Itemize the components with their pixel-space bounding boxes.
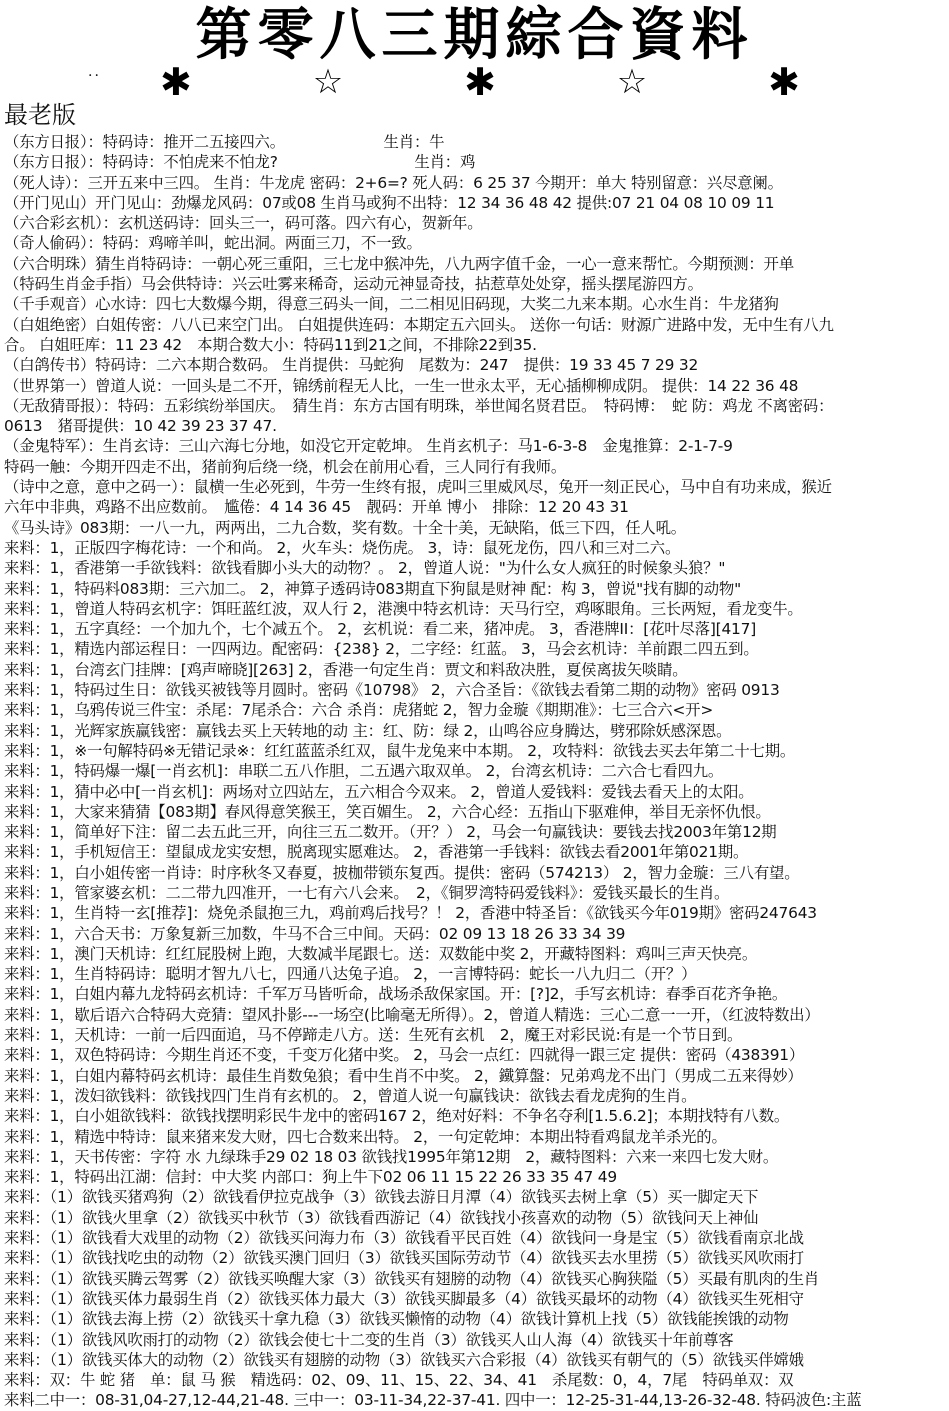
text-line: 来料：1，台湾玄门挂牌：[鸡声啼晓][263] 2，香港一句定生肖：贾文和料敌决胜，夏侯离拔矢啖睛。 [4, 660, 688, 679]
text-line: 来料：1，澳门天机诗：红红屁股树上跑，大数减半尾跟七。送：双数能中奖 2，开藏特图料：鸡叫三声天快亮。 [4, 944, 758, 963]
asterisk-star-icon: ✱ [160, 60, 192, 104]
text-line: 来料：1，六合天书：万象复新三加数，牛马不合三中间。天码：02 09 13 18 26 33 34 39 [4, 924, 626, 943]
text-line: 来料：1，生肖特一玄[推荐]：烧免杀鼠抱三九，鸡前鸡后找号？！ 2，香港中特圣旨：《欲钱买今年019期》密码247643 [4, 904, 817, 923]
text-line: （死人诗）：三开五来中三四。 生肖：牛龙虎 密码：2+6=? 死人码：6 25 37 今期开：单大 特别留意：兴尽意阑。 [4, 173, 783, 192]
text-line: 合。 白姐旺库：11 23 42 本期合数大小：特码11到21之间，不排除22到35. [4, 335, 537, 354]
text-line: （东方日报）：特码诗：推开二五接四六。 生肖：牛 [4, 133, 445, 151]
text-line: 来料：1，白姐内幕九龙特码玄机诗：千军万马皆听命，战场杀敌保家国。开：[?]2，手写玄机诗：春季百花齐争艳。 [4, 985, 788, 1004]
text-line: 来料：1，天书传密：字符 水 九绿珠手29 02 18 03 欲钱找1995年第12期 2，藏特图料：六来一来四七发大财。 [4, 1147, 779, 1166]
text-line: （白姐绝密）白姐传密：八八已来空门出。 白姐提供连码：本期定五六回头。 送你一句话：财源广进路中发，无中生有八九 [4, 315, 834, 334]
asterisk-star-icon: ✱ [464, 60, 496, 104]
text-line: 来料：（1）欲钱火里拿（2）欲钱买中秋节（3）欲钱看西游记（4）欲钱找小孩喜欢的动物（5）欲钱问天上神仙 [4, 1208, 759, 1227]
text-line: 来料：双：牛 蛇 猪 单：鼠 马 猴 精选码：02、09、11、15、22、34、41 杀尾数：0，4，7尾 特码单双：双 [4, 1371, 794, 1390]
text-line: 来料：1，精选内部运程日：一四两边。配密码：{238} 2，二字经：红蓝。 3，马会玄机诗：羊前跟二四五到。 [4, 640, 759, 659]
text-line: 来料：1，手机短信王：望鼠成龙实安想，脱离现实愿难达。 2，香港第一手钱料：欲钱去看2001年第021期。 [4, 843, 749, 862]
text-line: 来料：1，管家婆玄机：二二带九四准开，一七有六八会来。 2，《铜罗湾特码爱钱料》：爱钱买最长的生肖。 [4, 883, 730, 902]
text-line: （无敌猜哥报）：特码：五彩缤纷举国庆。 猜生肖：东方古国有明珠，举世闻名贤君臣。 特码博： 蛇 防：鸡龙 不离密码： [4, 396, 834, 415]
text-line: （世界第一）曾道人说：一回头是二不开，锦绣前程无人比，一生一世永太平，无心插柳柳成阴。 提供：14 22 36 48 [4, 376, 799, 395]
text-line: 来料：1，特码料083期：三六加二。 2，神算子透码诗083期直下狗鼠是财神 配：构 3，曾说"找有脚的动物" [4, 579, 741, 598]
text-line: （六合明珠）猜生肖特码诗：一朝心死三重阳，三七龙中猴冲先，八九两字值千金，一心一意来帮忙。今期预测：开单 [4, 254, 794, 273]
text-line: 来料：1，猜中必中[一肖玄机]：两场对立四站左，五六相合今双来。 2，曾道人爱钱料：爱钱去看天上的太阳。 [4, 782, 754, 801]
hollow-star-icon: ☆ [312, 62, 344, 102]
text-line: 来料：1，精选中特诗：鼠来猪来发大财，四七合数来出特。 2，一句定乾坤：本期出特看鸡鼠龙羊杀光的。 [4, 1127, 727, 1146]
asterisk-star-icon: ✱ [768, 60, 800, 104]
text-line: 来料：1，特码爆一爆[一肖玄机]：串联二五八作胆，二五遇六取双单。 2，台湾玄机诗：二六合七看四九。 [4, 762, 724, 781]
text-line: 来料：1，五字真经：一个加九个，七个减五个。 2，玄机说：看二来，猪冲虎。 3，香港牌II：[花叶尽落][417] [4, 620, 757, 639]
text-line: 《马头诗》083期：一八一九，两两出，二九合数，奖有数。十全十美，无缺陷，低三下四，任人吼。 [4, 518, 686, 537]
text-line: 来料：（1）欲钱买腾云驾雾（2）欲钱买唤醒大家（3）欲钱买有翅膀的动物（4）欲钱买心胸狭隘（5）买最有肌肉的生肖 [4, 1269, 819, 1288]
text-line: 来料：1，※一句解特码※无错记录※：红红蓝蓝杀红双，鼠牛龙兔来中本期。 2，攻特料：欲钱去买去年第二十七期。 [4, 741, 796, 760]
decorative-dots: .. [88, 64, 101, 80]
star-banner [160, 62, 800, 102]
text-line: 来料：1，正版四字梅花诗：一个和尚。 2，火车头：烧伤虎。 3，诗：鼠死龙伤，四八和三对二六。 [4, 538, 681, 557]
text-line: 来料：（1）欲钱买体大的动物（2）欲钱买有翅膀的动物（3）欲钱买六合彩报（4）欲钱买有朝气的（5）欲钱买伴嫦娥 [4, 1350, 804, 1369]
text-line: 0613 猪哥提供：10 42 39 23 37 47. [4, 417, 277, 436]
text-line: 来料：1，特码过生日：欲钱买被钱等月圆时。密码《10798》 2，六合圣旨：《欲钱去看第二期的动物》密码 0913 [4, 681, 780, 700]
text-line: 来料：1，光辉家族赢钱密：赢钱去买上天转地的动 主：红、防：绿 2，山鸣谷应身腾达，劈邪除妖感深恩。 [4, 721, 732, 740]
text-line: 来料：1，生肖特码诗：聪明才智九八七，四通八达兔子追。 2，一言博特码：蛇长一八九归二（开？） [4, 965, 697, 984]
edition-label: 最老版 [4, 101, 76, 129]
text-line: （开门见山）开门见山：劲爆龙风码：07或08 生肖马或狗不出特：12 34 36 48 42 提供:07 21 04 08 10 09 11 [4, 193, 775, 212]
text-line: 来料：（1）欲钱找吃虫的动物（2）欲钱买澳门回归（3）欲钱买国际劳动节（4）欲钱买去水里捞（5）欲钱买风吹雨打 [4, 1249, 804, 1268]
page-title: 第零八三期綜合資料 [195, 2, 754, 68]
text-line: 来料二中一：08-31,04-27,12-44,21-48. 三中一：03-11-34,22-37-41. 四中一：12-25-31-44,13-26-32-48. 特码波色:主蓝 [4, 1391, 862, 1410]
text-line: 特码一触：今期开四走不出，猪前狗后绕一绕，机会在前用心看，三人同行有我师。 [4, 457, 567, 476]
text-line: 来料：1，特码出江湖：信封：中大奖 内部口：狗上牛下02 06 11 15 22 26 33 35 47 49 [4, 1168, 617, 1187]
text-line: 来料：（1）欲钱买体力最弱生肖（2）欲钱买体力最大（3）欲钱买脚最多（4）欲钱买最坏的动物（4）欲钱买生死相守 [4, 1289, 804, 1308]
text-line: 六年中非典，鸡路不出应数前。 尴倦：4 14 36 45 靓码：开单 博小 排除：12 20 43 31 [4, 498, 629, 517]
text-line: 来料：1，大家来猜猜【083期】春风得意笑猴王，笑百媚生。 2，六合心经：五指山下驱难伸，举目无亲怀仇恨。 [4, 802, 771, 821]
text-line: 来料：1，简单好下注：留二去五此三开，向往三五二数开。（开？） 2，马会一句赢钱诀：要钱去找2003年第12期 [4, 823, 777, 842]
text-line: （特码生肖金手指）马会供特诗：兴云吐雾来稀奇，运动元神显奇技，拈惹草处处穿，摇头摆尾游四方。 [4, 275, 703, 294]
text-line: （金鬼特军）：生肖玄诗：三山六海七分地，如没它开定乾坤。 生肖玄机子：马1-6-3-8 金鬼推算：2-1-7-9 [4, 437, 733, 456]
text-line: 来料：1，白小姐传密一肖诗：时序秋冬又春夏，披枷带锁东复西。提供：密码（574213） 2，智力金璇：三八有望。 [4, 863, 800, 882]
text-line: 来料：1，白姐内幕特码玄机诗：最佳生肖数兔狼；看中生肖不中奖。 2，鐵算盤：兄弟鸡龙不出门（男成二五来得妙） [4, 1066, 803, 1085]
text-line: 来料：1，歇后语六合特码大竞猜：望风扑影---一场空(比喻毫无所得）。2，曾道人精选：三心二意一一开，（红波特数出） [4, 1005, 820, 1024]
text-line: 来料：（1）欲钱风吹雨打的动物（2）欲钱会使七十二变的生肖（3）欲钱买人山人海（4）欲钱买十年前尊客 [4, 1330, 734, 1349]
text-line: 来料：（1）欲钱去海上捞（2）欲钱买十拿九稳（3）欲钱买懒惰的动物（4）欲钱计算机上找（5）欲钱能挨饿的动物 [4, 1310, 789, 1329]
text-body [4, 132, 948, 1411]
text-line: （六合彩玄机）：玄机送码诗：回头三一，码可落。四六有心，贺新年。 [4, 214, 483, 233]
text-line: 来料：1，香港第一手欲钱料：欲钱看脚小头大的动物？。 2，曾道人说："为什么女人疯狂的时候象头狼？" [4, 559, 726, 578]
text-line: 来料：（1）欲钱买猪鸡狗（2）欲钱看伊拉克战争（3）欲钱去游日月潭（4）欲钱买去树上拿（5）买一脚定天下 [4, 1188, 759, 1207]
text-line: （白鸽传书）特码诗：二六本期合数码。 生肖提供：马蛇狗 尾数为：247 提供：19 33 45 7 29 32 [4, 356, 699, 375]
text-line: （东方日报）：特码诗：不怕虎来不怕龙? 生肖：鸡 [4, 153, 476, 172]
text-line: 来料：1，曾道人特码玄机字：饵旺蓝红波，双人行 2，港澳中特玄机诗：天马行空，鸡啄眼角。三长两短，看龙变牛。 [4, 599, 803, 618]
text-line: 来料：1，乌鸦传说三件宝：杀尾：7尾杀合：六合 杀肖：虎猪蛇 2，智力金璇《期期准》：七三合六<开> [4, 701, 714, 720]
text-line: （千手观音）心水诗：四七大数爆今期，得意三码头一间，二二相见旧码现，大奖二九来本期。心水生肖：牛龙猪狗 [4, 295, 779, 314]
hollow-star-icon: ☆ [616, 62, 648, 102]
text-line: 来料：（1）欲钱看大戏里的动物（2）欲钱买问海力布（3）欲钱看平民百姓（4）欲钱问一身是宝（5）欲钱看南京北战 [4, 1229, 804, 1248]
text-line: （诗中之意，意中之码一）：鼠横一生必死到，牛劳一生终有报，虎叫三里威风尽，兔开一刻正民心，马中自有功来成，猴近 [4, 478, 832, 497]
text-line: （奇人偷码）：特码：鸡啼羊叫，蛇出洞。两面三刀，不一致。 [4, 234, 422, 253]
text-line: 来料：1，泼妇欲钱料：欲钱找四门生肖有玄机的。 2，曾道人说一句赢钱诀：欲钱去看龙虎狗的生肖。 [4, 1086, 697, 1105]
text-line: 来料：1，天机诗：一前一后四面追，马不停蹄走八方。送：生死有玄机 2，魔王对彩民说:有是一个节日到。 [4, 1026, 743, 1045]
text-line: 来料：1，白小姐欲钱料：欲钱找摆明彩民牛龙中的密码167 2，绝对好料：不争名夺利[1.5.6.2]；本期找特有八数。 [4, 1107, 790, 1126]
text-line: 来料：1，双色特码诗：今期生肖还不变，千变万化猪中奖。 2，马会一点红：四就得一跟三定 提供：密码（438391） [4, 1046, 805, 1065]
